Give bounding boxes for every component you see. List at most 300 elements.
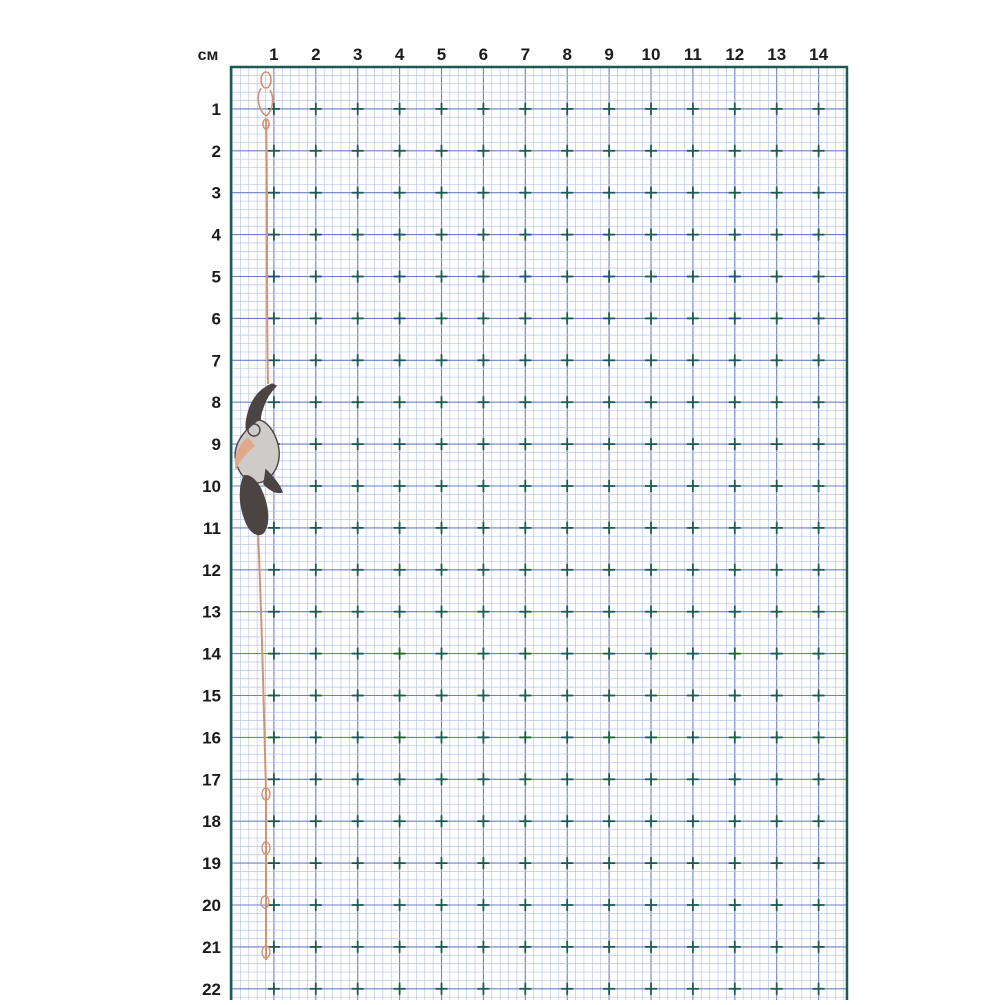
cross-mark bbox=[645, 522, 657, 534]
cross-mark bbox=[645, 145, 657, 157]
cross-mark bbox=[729, 815, 741, 827]
left-ruler-label: 7 bbox=[211, 351, 221, 371]
cross-mark bbox=[352, 899, 364, 911]
top-ruler-label: 7 bbox=[520, 45, 531, 64]
cross-mark bbox=[561, 564, 573, 576]
cross-mark bbox=[310, 857, 322, 869]
left-ruler-label: 14 bbox=[202, 644, 221, 664]
cross-mark bbox=[394, 396, 406, 408]
cross-mark bbox=[268, 354, 280, 366]
cross-mark bbox=[394, 941, 406, 953]
cross-mark bbox=[645, 187, 657, 199]
cross-mark bbox=[477, 648, 489, 660]
cross-mark bbox=[729, 480, 741, 492]
cross-mark bbox=[771, 731, 783, 743]
cross-mark bbox=[268, 312, 280, 324]
cross-mark bbox=[436, 899, 448, 911]
cross-mark bbox=[603, 354, 615, 366]
cross-mark bbox=[813, 229, 825, 241]
cross-mark bbox=[645, 103, 657, 115]
cross-mark bbox=[310, 145, 322, 157]
left-ruler-label: 18 bbox=[202, 812, 221, 832]
cross-mark bbox=[436, 606, 448, 618]
cross-mark bbox=[519, 773, 531, 785]
cross-mark bbox=[645, 564, 657, 576]
cross-mark bbox=[561, 354, 573, 366]
cross-mark bbox=[436, 312, 448, 324]
cross-mark bbox=[561, 773, 573, 785]
cross-mark bbox=[477, 480, 489, 492]
cross-mark bbox=[561, 396, 573, 408]
cross-mark bbox=[436, 564, 448, 576]
cross-mark bbox=[813, 354, 825, 366]
cross-mark bbox=[394, 983, 406, 995]
cross-mark bbox=[687, 145, 699, 157]
cross-mark bbox=[771, 354, 783, 366]
left-ruler-label: 1 bbox=[211, 99, 221, 119]
cross-mark bbox=[477, 187, 489, 199]
cross-mark bbox=[687, 773, 699, 785]
cross-mark bbox=[561, 103, 573, 115]
cross-mark bbox=[813, 564, 825, 576]
left-ruler-label: 17 bbox=[202, 770, 221, 790]
cross-mark bbox=[310, 648, 322, 660]
cross-mark bbox=[310, 522, 322, 534]
cross-mark bbox=[310, 606, 322, 618]
cross-mark bbox=[561, 857, 573, 869]
cross-mark bbox=[268, 731, 280, 743]
cross-mark bbox=[603, 731, 615, 743]
cross-mark bbox=[436, 438, 448, 450]
cross-mark bbox=[352, 983, 364, 995]
cross-mark bbox=[687, 187, 699, 199]
cross-mark bbox=[436, 648, 448, 660]
left-ruler-label: 12 bbox=[202, 560, 221, 580]
left-ruler-label: 13 bbox=[202, 602, 221, 622]
cross-mark bbox=[603, 145, 615, 157]
cross-mark bbox=[645, 941, 657, 953]
top-ruler-label: 14 bbox=[809, 45, 829, 64]
cross-mark bbox=[603, 564, 615, 576]
cross-mark bbox=[436, 941, 448, 953]
cross-mark bbox=[352, 857, 364, 869]
cross-mark bbox=[436, 857, 448, 869]
cross-mark bbox=[771, 103, 783, 115]
left-ruler-label: 6 bbox=[211, 309, 221, 329]
cross-mark bbox=[268, 690, 280, 702]
cross-mark bbox=[687, 941, 699, 953]
cross-mark bbox=[268, 648, 280, 660]
cross-mark bbox=[687, 522, 699, 534]
cross-mark bbox=[352, 187, 364, 199]
cross-mark bbox=[310, 564, 322, 576]
cross-mark bbox=[352, 103, 364, 115]
left-ruler-label: 9 bbox=[211, 435, 221, 455]
cross-mark bbox=[729, 271, 741, 283]
cross-mark bbox=[687, 312, 699, 324]
cross-mark bbox=[561, 145, 573, 157]
cross-mark bbox=[519, 271, 531, 283]
cross-mark bbox=[687, 815, 699, 827]
cross-mark bbox=[687, 229, 699, 241]
cross-mark bbox=[645, 731, 657, 743]
cross-mark bbox=[519, 899, 531, 911]
cross-mark bbox=[729, 983, 741, 995]
cross-mark bbox=[268, 983, 280, 995]
cross-mark bbox=[436, 815, 448, 827]
cross-mark bbox=[645, 899, 657, 911]
cross-mark bbox=[394, 438, 406, 450]
cross-mark bbox=[729, 690, 741, 702]
cross-mark bbox=[687, 354, 699, 366]
cross-mark bbox=[477, 983, 489, 995]
cross-mark bbox=[268, 857, 280, 869]
cross-mark bbox=[687, 396, 699, 408]
cross-mark bbox=[603, 773, 615, 785]
cross-mark bbox=[310, 396, 322, 408]
cross-mark bbox=[436, 731, 448, 743]
cross-mark bbox=[645, 690, 657, 702]
cross-mark bbox=[394, 103, 406, 115]
cross-mark bbox=[394, 899, 406, 911]
cm-cross-marks bbox=[268, 103, 825, 995]
left-ruler-label: 19 bbox=[202, 854, 221, 874]
cross-mark bbox=[394, 229, 406, 241]
cross-mark bbox=[603, 187, 615, 199]
cross-mark bbox=[813, 271, 825, 283]
cross-mark bbox=[352, 690, 364, 702]
left-ruler-label: 4 bbox=[211, 225, 221, 245]
cross-mark bbox=[519, 731, 531, 743]
cross-mark bbox=[645, 857, 657, 869]
cross-mark bbox=[561, 438, 573, 450]
cross-mark bbox=[729, 103, 741, 115]
cross-mark bbox=[561, 606, 573, 618]
cross-mark bbox=[268, 606, 280, 618]
cross-mark bbox=[813, 815, 825, 827]
cross-mark bbox=[729, 229, 741, 241]
cross-mark bbox=[729, 564, 741, 576]
cross-mark bbox=[645, 396, 657, 408]
cross-mark bbox=[394, 187, 406, 199]
cross-mark bbox=[561, 731, 573, 743]
cross-mark bbox=[268, 773, 280, 785]
cross-mark bbox=[268, 145, 280, 157]
cross-mark bbox=[436, 354, 448, 366]
cross-mark bbox=[729, 648, 741, 660]
cross-mark bbox=[687, 731, 699, 743]
cross-mark bbox=[729, 606, 741, 618]
cross-mark bbox=[813, 899, 825, 911]
cross-mark bbox=[352, 229, 364, 241]
cross-mark bbox=[603, 396, 615, 408]
top-ruler-label: 4 bbox=[394, 45, 405, 64]
cross-mark bbox=[352, 564, 364, 576]
left-ruler-label: 2 bbox=[211, 141, 221, 161]
cross-mark bbox=[519, 480, 531, 492]
grid-paper bbox=[232, 67, 846, 1000]
cross-mark bbox=[268, 187, 280, 199]
cross-mark bbox=[310, 899, 322, 911]
cross-mark bbox=[687, 648, 699, 660]
cross-mark bbox=[394, 690, 406, 702]
top-ruler-label: 8 bbox=[562, 45, 572, 64]
cross-mark bbox=[729, 857, 741, 869]
cross-mark bbox=[729, 773, 741, 785]
cross-mark bbox=[352, 941, 364, 953]
cross-mark bbox=[352, 731, 364, 743]
cross-mark bbox=[352, 773, 364, 785]
cross-mark bbox=[352, 312, 364, 324]
left-ruler-label: 5 bbox=[211, 267, 221, 287]
cross-mark bbox=[813, 312, 825, 324]
cross-mark bbox=[771, 187, 783, 199]
cross-mark bbox=[561, 480, 573, 492]
left-ruler-label: 15 bbox=[202, 686, 221, 706]
cross-mark bbox=[561, 229, 573, 241]
cross-mark bbox=[771, 312, 783, 324]
cross-mark bbox=[436, 690, 448, 702]
cross-mark bbox=[561, 690, 573, 702]
cross-mark bbox=[687, 690, 699, 702]
cross-mark bbox=[729, 899, 741, 911]
left-ruler-label: 16 bbox=[202, 728, 221, 748]
cross-mark bbox=[729, 438, 741, 450]
top-ruler-label: 12 bbox=[725, 45, 745, 64]
cross-mark bbox=[645, 983, 657, 995]
left-ruler-label: 10 bbox=[202, 477, 221, 496]
cross-mark bbox=[603, 606, 615, 618]
cross-mark bbox=[729, 354, 741, 366]
cross-mark bbox=[561, 899, 573, 911]
cross-mark bbox=[477, 857, 489, 869]
cross-mark bbox=[603, 522, 615, 534]
cross-mark bbox=[436, 229, 448, 241]
left-ruler-label: 21 bbox=[202, 937, 221, 957]
cross-mark bbox=[771, 899, 783, 911]
cross-mark bbox=[477, 941, 489, 953]
cross-mark bbox=[519, 354, 531, 366]
cross-mark bbox=[310, 312, 322, 324]
cross-mark bbox=[603, 438, 615, 450]
cross-mark bbox=[310, 271, 322, 283]
cross-mark bbox=[813, 773, 825, 785]
cross-mark bbox=[477, 690, 489, 702]
cross-mark bbox=[729, 145, 741, 157]
cross-mark bbox=[519, 396, 531, 408]
cross-mark bbox=[519, 229, 531, 241]
cross-mark bbox=[687, 857, 699, 869]
cross-mark bbox=[645, 438, 657, 450]
cross-mark bbox=[436, 187, 448, 199]
cross-mark bbox=[519, 564, 531, 576]
cross-mark bbox=[310, 690, 322, 702]
cross-mark bbox=[771, 271, 783, 283]
cross-mark bbox=[729, 731, 741, 743]
left-ruler-label: 11 bbox=[203, 518, 221, 538]
cross-mark bbox=[561, 522, 573, 534]
cross-mark bbox=[645, 480, 657, 492]
cross-mark bbox=[394, 606, 406, 618]
cross-mark bbox=[352, 480, 364, 492]
cross-mark bbox=[561, 983, 573, 995]
cross-mark bbox=[687, 480, 699, 492]
cross-mark bbox=[519, 983, 531, 995]
cross-mark bbox=[436, 271, 448, 283]
cross-mark bbox=[561, 941, 573, 953]
cross-mark bbox=[687, 103, 699, 115]
cross-mark bbox=[813, 690, 825, 702]
cross-mark bbox=[561, 271, 573, 283]
left-ruler-label: 8 bbox=[211, 393, 221, 413]
cross-mark bbox=[729, 187, 741, 199]
cross-mark bbox=[436, 145, 448, 157]
cross-mark bbox=[268, 396, 280, 408]
cross-mark bbox=[352, 354, 364, 366]
left-ruler bbox=[202, 100, 221, 999]
cross-mark bbox=[519, 648, 531, 660]
cross-mark bbox=[352, 648, 364, 660]
cross-mark bbox=[771, 690, 783, 702]
cross-mark bbox=[813, 941, 825, 953]
cross-mark bbox=[477, 354, 489, 366]
cross-mark bbox=[813, 438, 825, 450]
chain-upper bbox=[266, 120, 268, 384]
cross-mark bbox=[477, 731, 489, 743]
cross-mark bbox=[603, 815, 615, 827]
cross-mark bbox=[519, 690, 531, 702]
cross-mark bbox=[519, 857, 531, 869]
cross-mark bbox=[603, 941, 615, 953]
cross-mark bbox=[268, 815, 280, 827]
cross-mark bbox=[519, 941, 531, 953]
cross-mark bbox=[519, 103, 531, 115]
cross-mark bbox=[645, 354, 657, 366]
cross-mark bbox=[477, 815, 489, 827]
cross-mark bbox=[394, 480, 406, 492]
cross-mark bbox=[771, 857, 783, 869]
cross-mark bbox=[477, 271, 489, 283]
cross-mark bbox=[603, 312, 615, 324]
cross-mark bbox=[687, 983, 699, 995]
cross-mark bbox=[268, 564, 280, 576]
cross-mark bbox=[310, 480, 322, 492]
cross-mark bbox=[771, 983, 783, 995]
cross-mark bbox=[394, 731, 406, 743]
cross-mark bbox=[645, 606, 657, 618]
cross-mark bbox=[477, 229, 489, 241]
cross-mark bbox=[436, 522, 448, 534]
left-ruler-label: 22 bbox=[202, 979, 221, 999]
cross-mark bbox=[687, 899, 699, 911]
top-ruler-label: 6 bbox=[478, 45, 489, 64]
cross-mark bbox=[310, 941, 322, 953]
top-ruler-label: 5 bbox=[436, 45, 447, 64]
cross-mark bbox=[813, 983, 825, 995]
cross-mark bbox=[477, 773, 489, 785]
cross-mark bbox=[394, 145, 406, 157]
cross-mark bbox=[394, 271, 406, 283]
cross-mark bbox=[352, 606, 364, 618]
cross-mark bbox=[771, 606, 783, 618]
cross-mark bbox=[268, 522, 280, 534]
cross-mark bbox=[519, 145, 531, 157]
cross-mark bbox=[729, 941, 741, 953]
cross-mark bbox=[771, 815, 783, 827]
cross-mark bbox=[813, 145, 825, 157]
cross-mark bbox=[268, 899, 280, 911]
cross-mark bbox=[687, 438, 699, 450]
cross-mark bbox=[771, 229, 783, 241]
cross-mark bbox=[603, 229, 615, 241]
top-ruler-label: 3 bbox=[352, 45, 363, 64]
cross-mark bbox=[603, 103, 615, 115]
cross-mark bbox=[436, 983, 448, 995]
swan-pendant bbox=[235, 384, 282, 534]
cross-mark bbox=[645, 648, 657, 660]
top-ruler-label: 9 bbox=[604, 45, 614, 64]
cross-mark bbox=[771, 522, 783, 534]
cross-mark bbox=[603, 480, 615, 492]
cross-mark bbox=[687, 271, 699, 283]
cross-mark bbox=[477, 522, 489, 534]
cross-mark bbox=[645, 773, 657, 785]
cross-mark bbox=[519, 438, 531, 450]
cross-mark bbox=[561, 648, 573, 660]
cross-mark bbox=[310, 773, 322, 785]
cross-mark bbox=[813, 857, 825, 869]
cross-mark bbox=[352, 271, 364, 283]
cross-mark bbox=[477, 396, 489, 408]
top-ruler-label: 2 bbox=[311, 45, 321, 64]
cross-mark bbox=[310, 354, 322, 366]
cross-mark bbox=[394, 564, 406, 576]
cross-mark bbox=[352, 396, 364, 408]
cross-mark bbox=[394, 312, 406, 324]
cross-mark bbox=[394, 354, 406, 366]
cross-mark bbox=[352, 815, 364, 827]
cross-mark bbox=[352, 145, 364, 157]
cross-mark bbox=[477, 606, 489, 618]
cross-mark bbox=[561, 187, 573, 199]
cross-mark bbox=[729, 522, 741, 534]
cross-mark bbox=[645, 312, 657, 324]
top-ruler-label: 1 bbox=[269, 45, 279, 64]
cross-mark bbox=[813, 396, 825, 408]
cross-mark bbox=[477, 103, 489, 115]
cross-mark bbox=[436, 396, 448, 408]
cross-mark bbox=[394, 857, 406, 869]
cross-mark bbox=[310, 438, 322, 450]
cross-mark bbox=[310, 187, 322, 199]
cross-mark bbox=[352, 522, 364, 534]
cross-mark bbox=[268, 229, 280, 241]
cross-mark bbox=[603, 983, 615, 995]
cross-mark bbox=[310, 731, 322, 743]
cross-mark bbox=[813, 522, 825, 534]
top-ruler bbox=[269, 45, 828, 64]
cross-mark bbox=[813, 606, 825, 618]
cross-mark bbox=[477, 899, 489, 911]
left-ruler-label: 3 bbox=[211, 183, 221, 203]
cross-mark bbox=[561, 312, 573, 324]
cross-mark bbox=[813, 103, 825, 115]
cross-mark bbox=[603, 648, 615, 660]
cross-mark bbox=[310, 815, 322, 827]
cross-mark bbox=[813, 187, 825, 199]
cross-mark bbox=[519, 522, 531, 534]
cross-mark bbox=[310, 103, 322, 115]
